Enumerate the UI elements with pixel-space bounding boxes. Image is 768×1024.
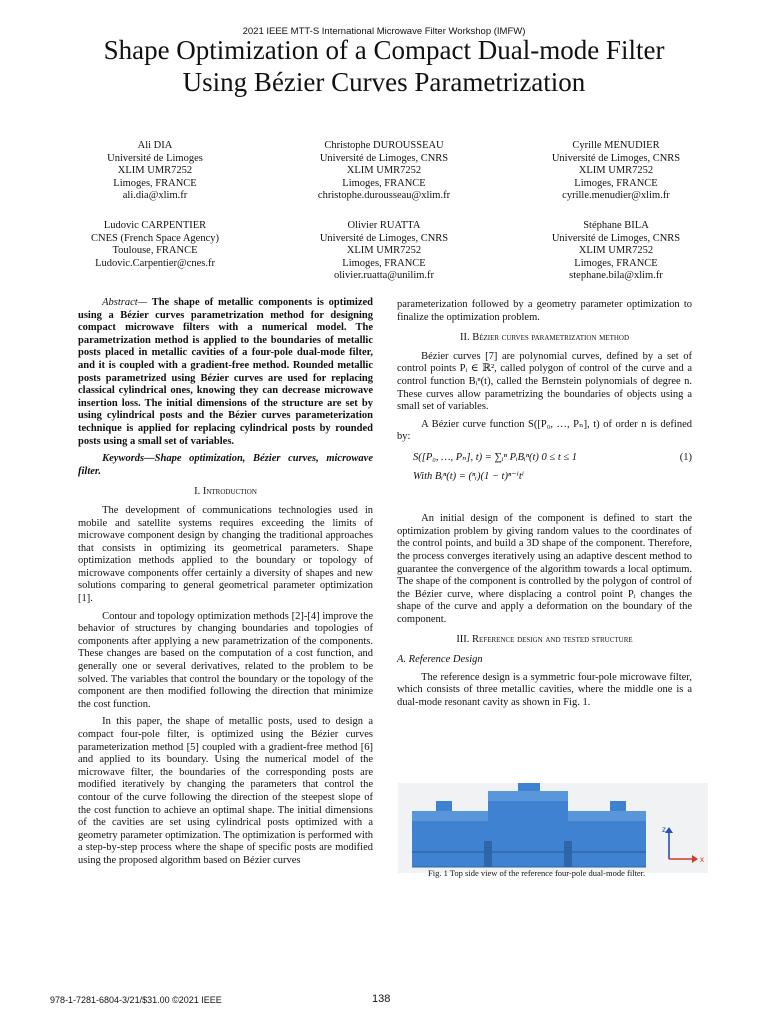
keywords bbox=[78, 453, 373, 478]
conference-header: 2021 IEEE MTT-S International Microwave Filter Workshop (IMFW) bbox=[242, 26, 526, 37]
author-city: Limoges, FRANCE bbox=[342, 177, 426, 189]
author-block bbox=[501, 220, 731, 283]
intro-paragraph-1: The development of communications technologies used in mobile and satellite systems requires exceeding the limits of microwave component design by changing the traditional approaches that consists in optimizing its geometrical parameters. Shape optimization methods applied to the boundary or topology of microwave components offer certainly a diversity of shapes and new solutions comparing to general geometrical parameter optimization [1]. bbox=[78, 504, 373, 605]
author-block bbox=[40, 220, 270, 270]
right-column bbox=[397, 299, 692, 714]
bezier-paragraph-1: Bézier curves [7] are polynomial curves, defined by a set of control points Pᵢ ∈ ℝ², called polygon of control of the curve and a control function Bᵢⁿ(t), called the Bernstein polynomials of degree n. These curves allow parametrizing the boundaries of objects using a small set of variables. bbox=[397, 350, 692, 413]
abstract-label: Abstract— bbox=[102, 297, 148, 308]
keywords-label: Keywords— bbox=[102, 453, 155, 465]
author-email: ali.dia@xlim.fr bbox=[122, 190, 188, 202]
author-email: Ludovic.Carpentier@cnes.fr bbox=[95, 257, 215, 269]
author-lab: XLIM UMR7252 bbox=[578, 245, 654, 257]
author-lab: XLIM UMR7252 bbox=[117, 165, 193, 177]
author-affiliation: Université de Limoges, CNRS bbox=[319, 152, 449, 164]
bezier-paragraph-2: A Bézier curve function S([P₀, …, Pₙ], t) of order n is defined by: bbox=[397, 418, 692, 443]
section-heading-bezier: II. Bézier curves parametrization method bbox=[459, 332, 630, 344]
author-city: Limoges, FRANCE bbox=[574, 177, 658, 189]
author-block bbox=[40, 140, 270, 203]
author-city: Limoges, FRANCE bbox=[574, 257, 658, 269]
author-email: stephane.bila@xlim.fr bbox=[569, 270, 663, 282]
author-affiliation: Université de Limoges, CNRS bbox=[551, 152, 681, 164]
title-line-1: Shape Optimization of a Compact Dual-mode Filter bbox=[103, 35, 665, 65]
author-lab: Toulouse, FRANCE bbox=[112, 245, 198, 257]
figure-caption: Fig. 1 Top side view of the reference four-pole dual-mode filter. bbox=[428, 868, 646, 878]
equation-1 bbox=[413, 452, 692, 465]
author-block bbox=[269, 140, 499, 203]
author-name: Ali DIA bbox=[137, 140, 173, 151]
right-paragraph-continued: parameterization followed by a geometry parameter optimization to finalize the optimization problem. bbox=[397, 299, 692, 323]
intro-paragraph-3: In this paper, the shape of metallic posts, used to design a compact four-pole filter, is optimized using the Bézier curves parameterization method [5] coupled with a gradient-free method [6] and applied to its boundary. Using the numerical model of the microwave filter, the boundaries of the corresponding posts are modified iteratively by changing the parameters that control the contour of the curve following the direction of the steepest slope of the cost function to achieve an optimal shape. The initial dimensions of the cavities are set using cylindrical posts optimized with a geometry parameter optimization. The optimization is performed with a step-by-step process where the shape of specific posts are modified using the proposed algorithm based on Bézier curves bbox=[78, 716, 373, 866]
author-name: Christophe DUROUSSEAU bbox=[324, 140, 444, 151]
author-affiliation: Université de Limoges, CNRS bbox=[551, 232, 681, 244]
keywords-text: Shape optimization, Bézier curves, microwave filter. bbox=[78, 453, 373, 477]
author-affiliation: Université de Limoges bbox=[107, 152, 203, 164]
section-heading-intro: I. Introduction bbox=[194, 486, 257, 498]
equation-1-number: (1) bbox=[679, 451, 692, 463]
left-column bbox=[78, 297, 373, 873]
intro-paragraph-2: Contour and topology optimization methods [2]-[4] improve the behavior of structures by changing boundaries and topologies of components after applying a new parametrization of the components. These changes are based on the computation of a cost function, and generally one or several derivatives, related to the problem to be solved. The variables that control the boundary or the topology of the component are then modified following the direction that minimize the cost function. bbox=[78, 610, 373, 710]
author-email: olivier.ruatta@unilim.fr bbox=[333, 270, 435, 282]
subsection-heading-reference-design: A. Reference Design bbox=[397, 654, 483, 666]
equation-2: With Bᵢⁿ(t) = (ⁿᵢ)(1 − t)ⁿ⁻ⁱtⁱ bbox=[413, 470, 524, 482]
axis-x-label: x bbox=[700, 855, 704, 864]
author-lab: XLIM UMR7252 bbox=[346, 245, 422, 257]
author-name: Cyrille MENUDIER bbox=[572, 140, 660, 151]
author-email: cyrille.menudier@xlim.fr bbox=[562, 190, 670, 202]
equation-1-body: S([P₀, …, Pₙ], t) = ∑ᵢⁿ PᵢBᵢⁿ(t) 0 ≤ t ≤ 1 bbox=[413, 451, 578, 463]
isbn-footer: 978-1-7281-6804-3/21/$31.00 ©2021 IEEE bbox=[50, 995, 222, 1005]
bezier-paragraph-3: An initial design of the component is defined to start the optimization problem by giving random values to the coordinates of the control points, and build a 3D shape of the component. Therefore, the process converges iteratively using an adaptive descent method to guarantee the convergence of the algorithm towards a local optimum. The shape of the component is controlled by the polygon of control of the Bézier curve, where displacing a control point Pᵢ changes the shape of the curve and apply a deformation on the boundary of the component. bbox=[397, 513, 692, 625]
abstract-text: The shape of metallic components is optimized using a Bézier curves parametrization method for designing compact microwave filters with a numerical model. The parametrization method is applied to the boundaries of metallic posts placed in metallic cavities of a four-pole dual-mode filter, and it is coupled with a gradient-free method. Rounded metallic posts parametrized using Bézier curves are used for replacing classical cylindrical ones, knowing they can decrease microwave insertion loss. The initial dimensions of the structure are set by using cylindrical posts and the Bézier curves parameterization technique is applied for replacing cylindrical posts by rounded posts using a small set of variables. bbox=[78, 297, 374, 447]
page-number: 138 bbox=[372, 993, 391, 1005]
author-affiliation: CNES (French Space Agency) bbox=[90, 232, 219, 244]
axis-z-label: z bbox=[662, 825, 666, 834]
reference-paragraph-1: The reference design is a symmetric four-pole microwave filter, which consists of three metallic cavities, where the middle one is a dual-mode resonant cavity as shown in Fig. 1. bbox=[397, 671, 692, 708]
author-name: Stéphane BILA bbox=[583, 220, 649, 231]
section-heading-reference: III. Reference design and tested structure bbox=[456, 634, 633, 646]
abstract bbox=[78, 297, 373, 448]
filter-figure bbox=[398, 783, 708, 873]
author-name: Ludovic CARPENTIER bbox=[103, 220, 207, 231]
author-city: Limoges, FRANCE bbox=[342, 257, 426, 269]
author-lab: XLIM UMR7252 bbox=[346, 165, 422, 177]
author-city: Limoges, FRANCE bbox=[113, 177, 197, 189]
author-email: christophe.durousseau@xlim.fr bbox=[317, 190, 451, 202]
title-line-2: Using Bézier Curves Parametrization bbox=[182, 67, 586, 97]
author-block bbox=[269, 220, 499, 283]
author-name: Olivier RUATTA bbox=[347, 220, 421, 231]
author-lab: XLIM UMR7252 bbox=[578, 165, 654, 177]
author-block bbox=[501, 140, 731, 203]
author-affiliation: Université de Limoges, CNRS bbox=[319, 232, 449, 244]
paper-title bbox=[0, 34, 768, 98]
